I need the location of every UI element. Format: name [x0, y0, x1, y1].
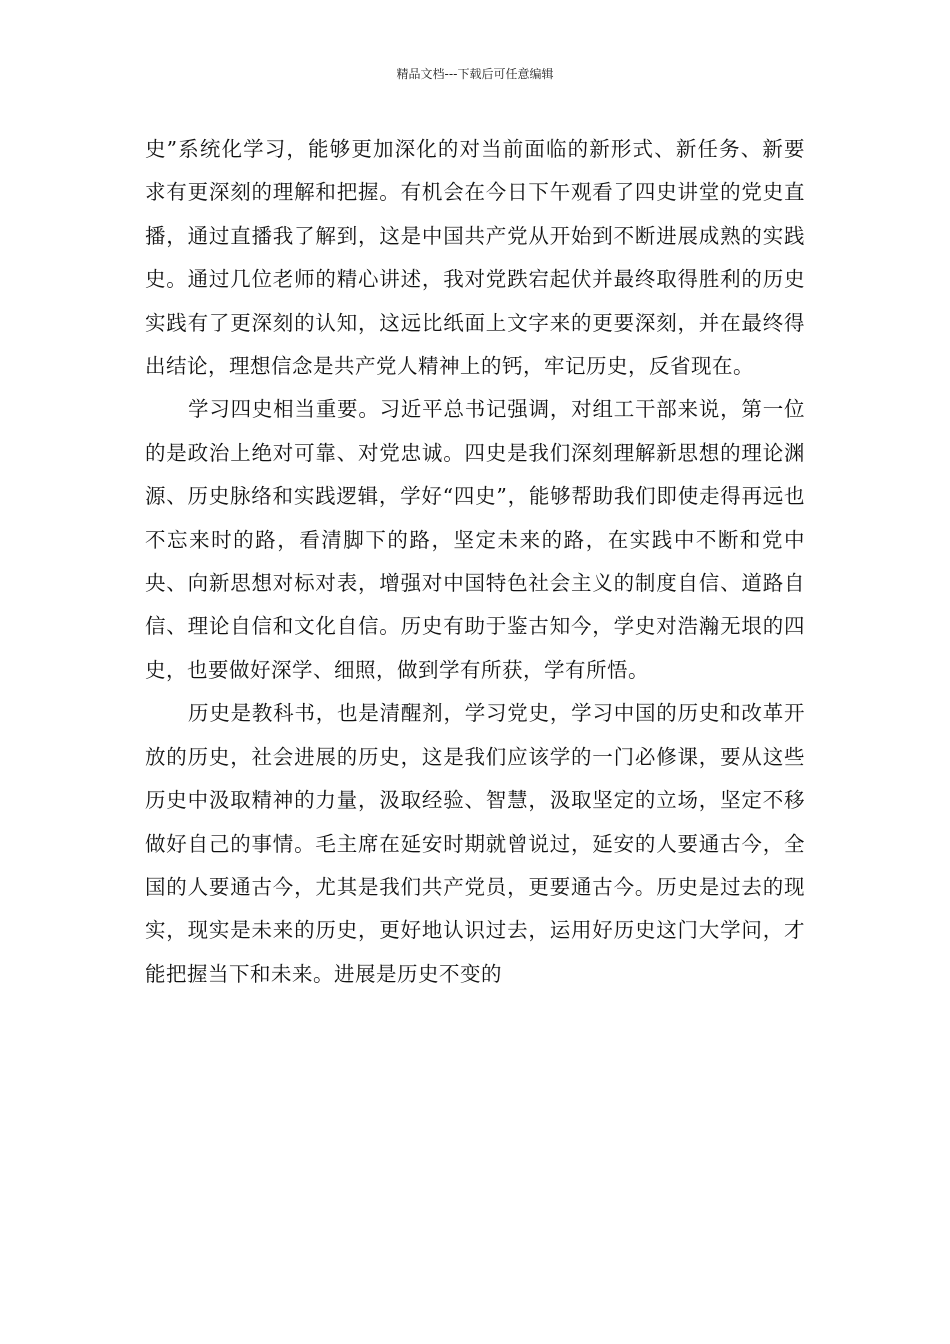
paragraph-history-textbook: 历史是教科书，也是清醒剂，学习党史，学习中国的历史和改革开放的历史，社会进展的历史，这是我们应该学的一门必修课，要从这些历史中汲取精神的力量，汲取经验、智慧，汲取坚定的立场，坚定不移做好自己的事情。毛主席在延安时期就曾说过，延安的人要通古今，全国的人要通古今，尤其是我们共产党员，更要通古今。历史是过去的现实，现实是未来的历史，更好地认识过去，运用好历史这门大学问，才能把握当下和未来。进展是历史不变的 [145, 701, 805, 986]
paragraph-continued: 史”系统化学习，能够更加深化的对当前面临的新形式、新任务、新要求有更深刻的理解和把握。有机会在今日下午观看了四史讲堂的党史直播，通过直播我了解到，这是中国共产党从开始到不断进展成熟的实践史。通过几位老师的精心讲述，我对党跌宕起伏并最终取得胜利的历史实践有了更深刻的认知，这远比纸面上文字来的更要深刻，并在最终得出结论，理想信念是共产党人精神上的钙，牢记历史，反省现在。 [145, 137, 805, 379]
page-header: 精品文档---下载后可任意编辑 [396, 67, 554, 81]
document-body [145, 128, 805, 996]
paragraph-study-four-histories: 学习四史相当重要。习近平总书记强调，对组工干部来说，第一位的是政治上绝对可靠、对党忠诚。四史是我们深刻理解新思想的理论渊源、历史脉络和实践逻辑，学好“四史”，能够帮助我们即使走得再远也不忘来时的路，看清脚下的路，坚定未来的路，在实践中不断和党中央、向新思想对标对表，增强对中国特色社会主义的制度自信、道路自信、理论自信和文化自信。历史有助于鉴古知今，学史对浩瀚无垠的四史，也要做好深学、细照，做到学有所获，学有所悟。 [145, 397, 805, 682]
